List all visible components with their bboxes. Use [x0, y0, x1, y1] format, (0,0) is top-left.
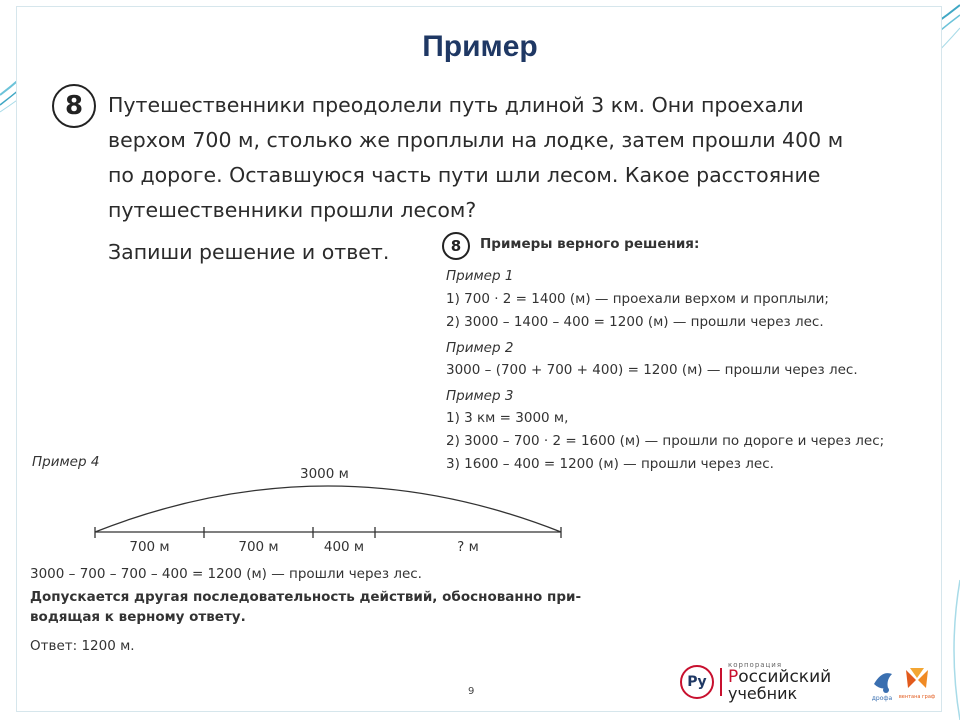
diagram-segment-label: 700 м: [129, 539, 170, 555]
example4-label: Пример 4: [32, 454, 100, 470]
diagram-total-label: 3000 м: [300, 466, 349, 482]
example1-line: 1) 700 · 2 = 1400 (м) — проехали верхом и проплыли;: [446, 291, 829, 307]
russian-textbook-logo: [680, 660, 831, 704]
solution-number-badge: 8: [442, 232, 470, 260]
example2-line: 3000 – (700 + 700 + 400) = 1200 (м) — прошли через лес.: [446, 362, 858, 378]
note-line: Допускается другая последовательность действий, обоснованно при-: [30, 589, 582, 605]
drofa-logo-text: дрофа: [871, 695, 893, 702]
slide-title: Пример: [422, 30, 538, 63]
task-instruction: Запиши решение и ответ.: [108, 240, 390, 264]
note-line: водящая к верному ответу.: [30, 609, 246, 625]
task-number-badge: 8: [52, 84, 96, 128]
task-text: [108, 88, 844, 228]
task-line: путешественники прошли лесом?: [108, 198, 477, 222]
task-line: верхом 700 м, столько же проплыли на лодке, затем прошли 400 м: [108, 128, 844, 152]
solutions-heading: Примеры верного решения:: [480, 236, 700, 252]
logo-word-rest: оссийский: [738, 667, 832, 687]
logo-word2: учебник: [728, 684, 798, 703]
ventana-logo-text: вентана граф: [898, 694, 936, 700]
example1-label: Пример 1: [446, 268, 514, 284]
page-number: 9: [468, 686, 475, 697]
ru-logo-icon: Ру: [680, 665, 714, 699]
diagram-segment-label: 700 м: [238, 539, 279, 555]
ventana-graf-logo-icon: [898, 664, 936, 702]
corner-decoration-right: [940, 580, 960, 720]
logo-divider: [720, 668, 722, 696]
logo-small-text: корпорация: [728, 661, 783, 669]
example3-label: Пример 3: [446, 388, 514, 404]
example3-line: 3) 1600 – 400 = 1200 (м) — прошли через лес.: [446, 456, 774, 472]
example3-line: 2) 3000 – 700 · 2 = 1600 (м) — прошли по дороге и через лес;: [446, 433, 885, 449]
task-line: по дороге. Оставшуюся часть пути шли лесом. Какое расстояние: [108, 163, 821, 187]
example2-label: Пример 2: [446, 340, 514, 356]
task-line: Путешественники преодолели путь длиной 3 км. Они проехали: [108, 93, 804, 117]
drofa-logo-icon: [868, 666, 896, 702]
diagram-segment-label: 400 м: [323, 539, 365, 555]
diagram-segment-label: ? м: [457, 539, 479, 555]
example1-line: 2) 3000 – 1400 – 400 = 1200 (м) — прошли через лес.: [446, 314, 824, 330]
logo-word-first: Р: [728, 667, 739, 687]
example3-line: 1) 3 км = 3000 м,: [446, 410, 569, 426]
example4-equation: 3000 – 700 – 700 – 400 = 1200 (м) — прошли через лес.: [30, 566, 422, 582]
answer-text: Ответ: 1200 м.: [30, 638, 135, 654]
